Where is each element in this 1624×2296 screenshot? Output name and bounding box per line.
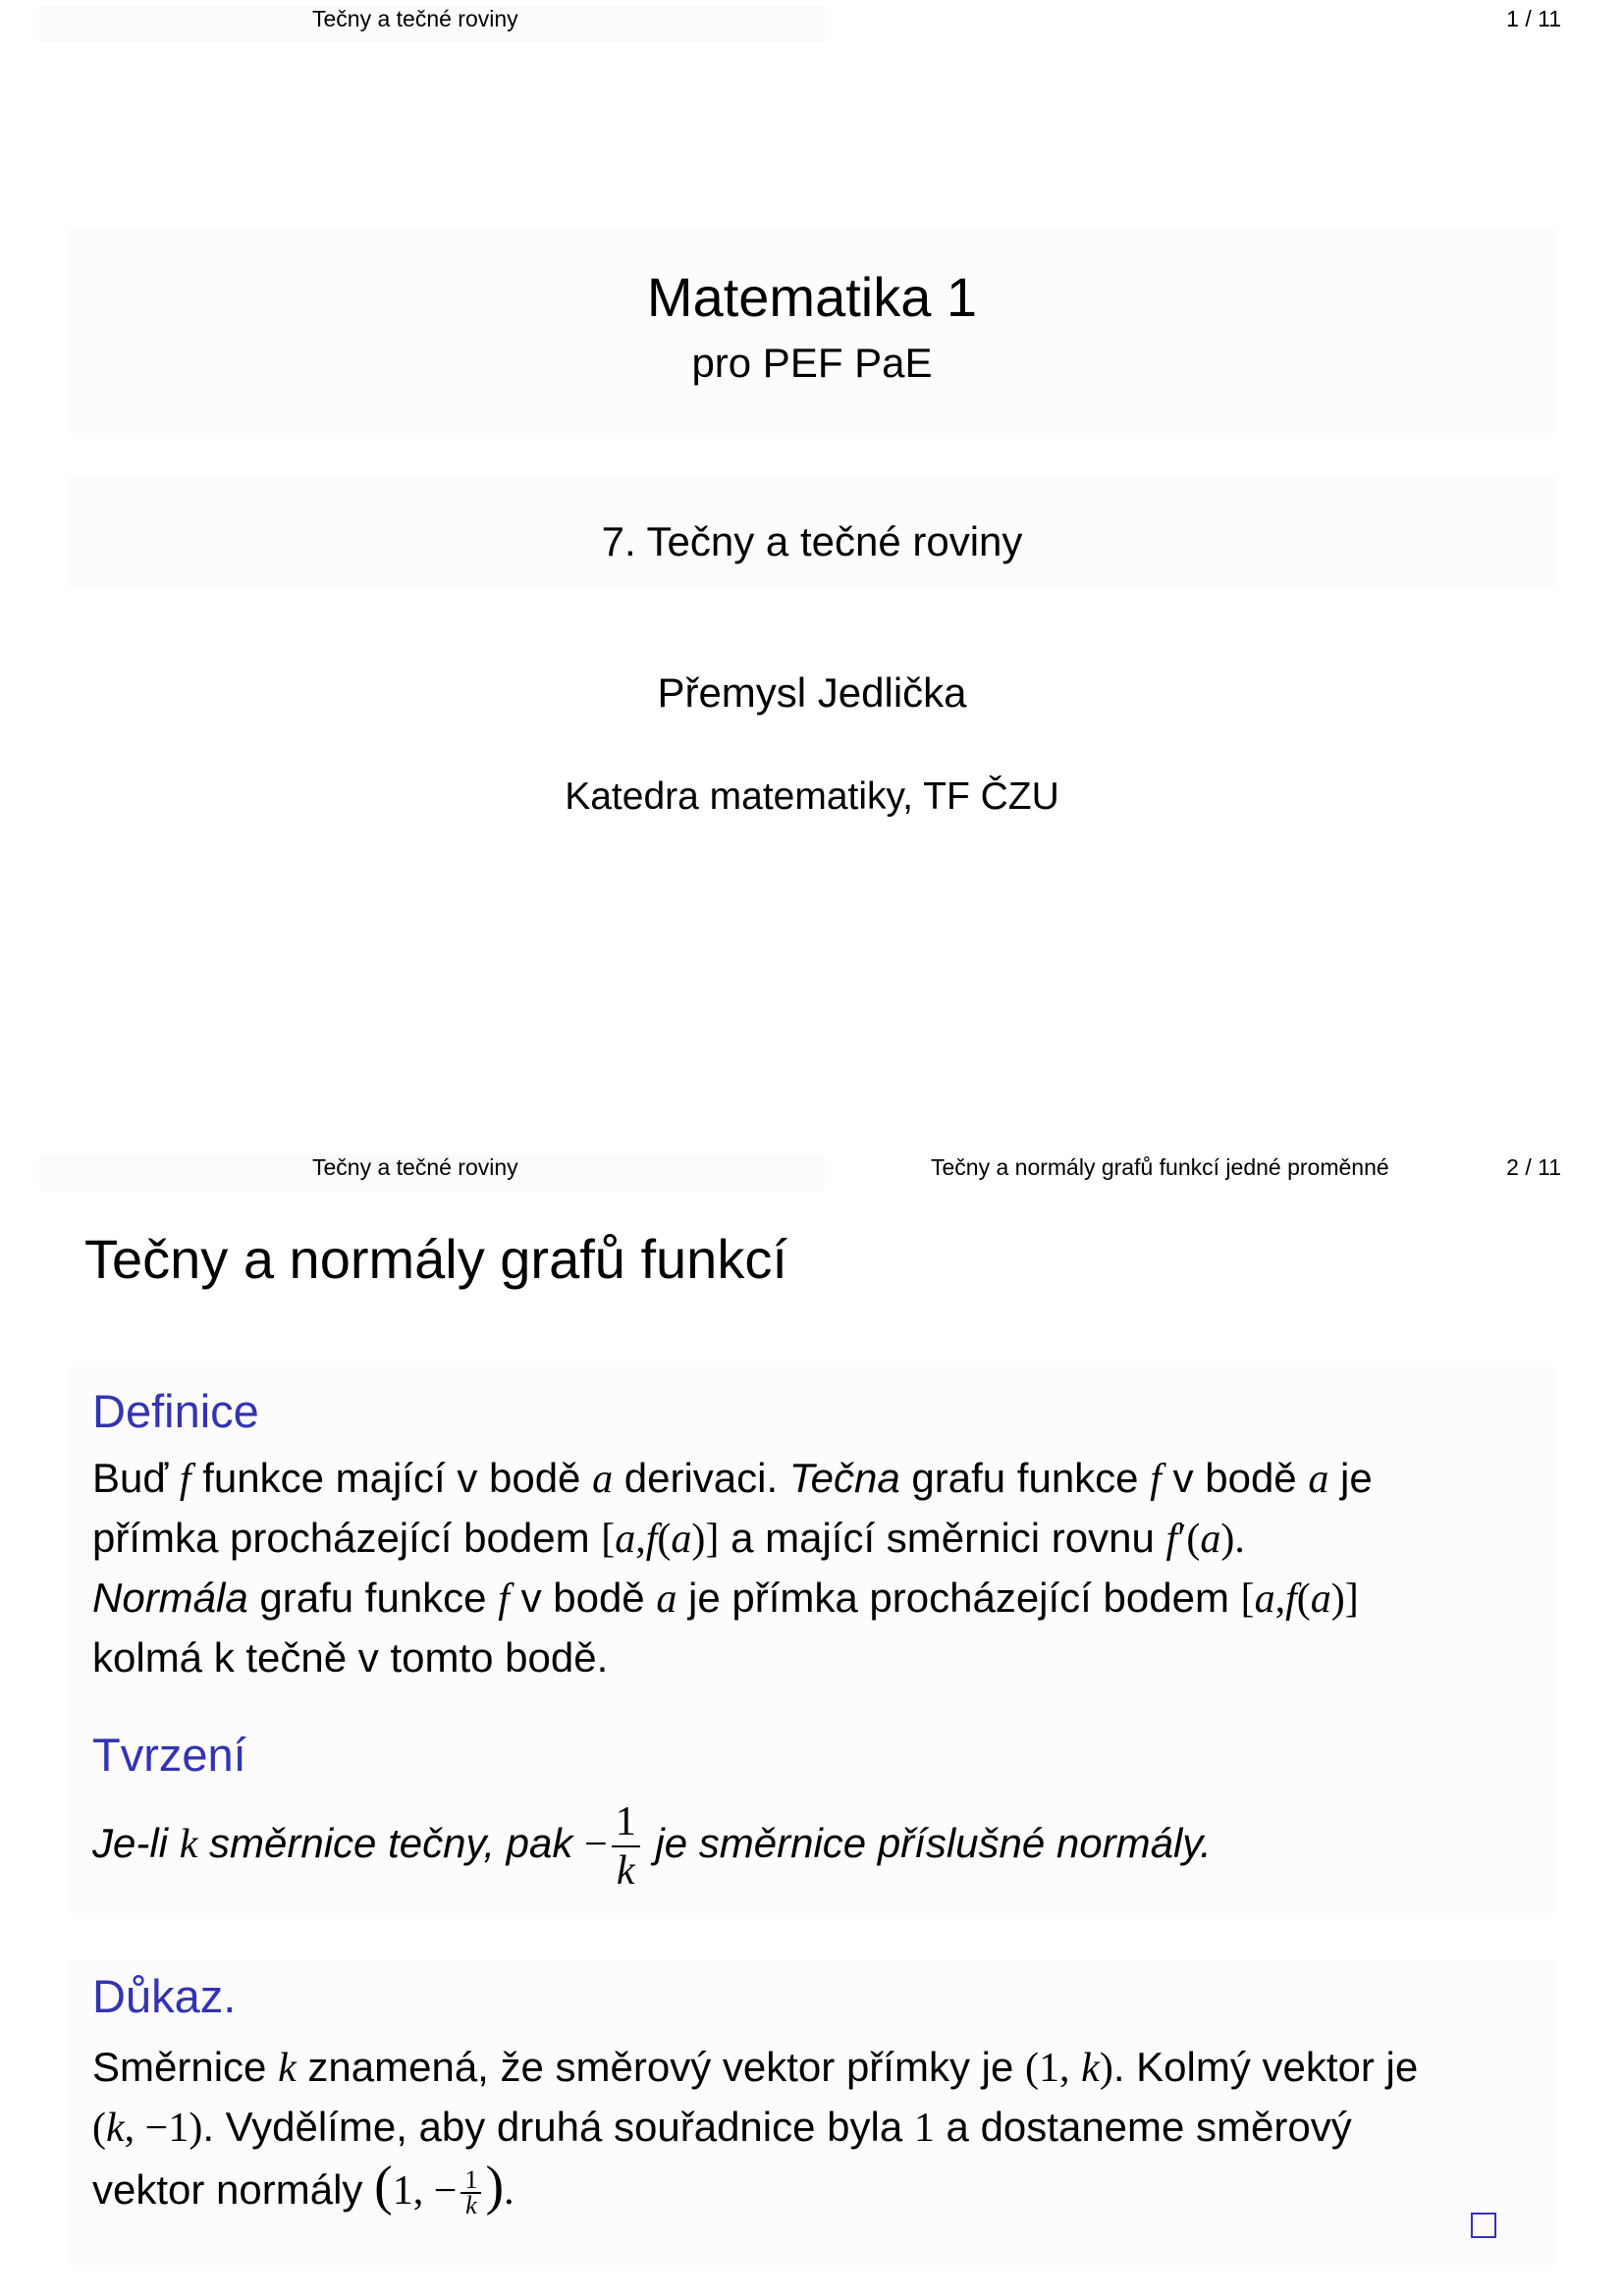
page-number: 1 / 11 <box>1506 6 1561 31</box>
page-number: 2 / 11 <box>1506 1154 1561 1180</box>
definition-title: Definice <box>92 1385 259 1437</box>
fraction-one-over-k: $\frac{1}{k}$ <box>612 1798 640 1895</box>
proof-title: Důkaz. <box>92 1970 237 2022</box>
definition-text: Buď f funkce mající v bodě a derivaci. Tečna grafu funkce f v bodě a je přímka procházející bodem [a,f(a)] a mající směrnici rovnu f′(a). Normála grafu funkce f v bodě a je přímka procházející bodem [a,f(a)] kolmá k tečně v tomto bodě. <box>92 1455 1373 1681</box>
header-short-title: Tečny a tečné roviny <box>312 1154 518 1180</box>
theorem-text: Je-li k směrnice tečny, pak − $\frac{1}{k}$ je směrnice příslušné normály. <box>92 1799 1212 1894</box>
presentation-title: Matematika 1 <box>646 266 978 328</box>
qed-icon <box>1471 2213 1496 2238</box>
header-short-title: Tečny a tečné roviny <box>312 6 518 31</box>
slide-header <box>0 0 1624 39</box>
theorem-title: Tvrzení <box>92 1729 246 1781</box>
header-section: Tečny a normály grafů funkcí jedné proměnné <box>931 1154 1389 1180</box>
title-block <box>69 228 1555 434</box>
proof-block <box>69 1959 1555 2266</box>
presentation-subtitle: pro PEF PaE <box>691 340 933 386</box>
frame-title: Tečny a normály grafů funkcí <box>84 1228 787 1290</box>
theorem-block <box>69 1718 1555 1914</box>
slide-2 <box>0 1148 1624 2296</box>
institute: Katedra matematiky, TF ČZU <box>565 775 1059 818</box>
fraction-small-one-over-k: $\frac{1}{k}$ <box>460 2168 481 2217</box>
slide-header <box>0 1148 1624 1188</box>
author: Přemysl Jedlička <box>657 669 967 716</box>
lecture-title: 7. Tečny a tečné roviny <box>601 518 1023 564</box>
proof-text: Směrnice k znamená, že směrový vektor přímky je (1, k). Kolmý vektor je (k, −1). Vydělíme, aby druhá souřadnice byla 1 a dostaneme směrový vektor normály (1, − $\frac{1}{k}$ ). <box>92 2044 1419 2219</box>
